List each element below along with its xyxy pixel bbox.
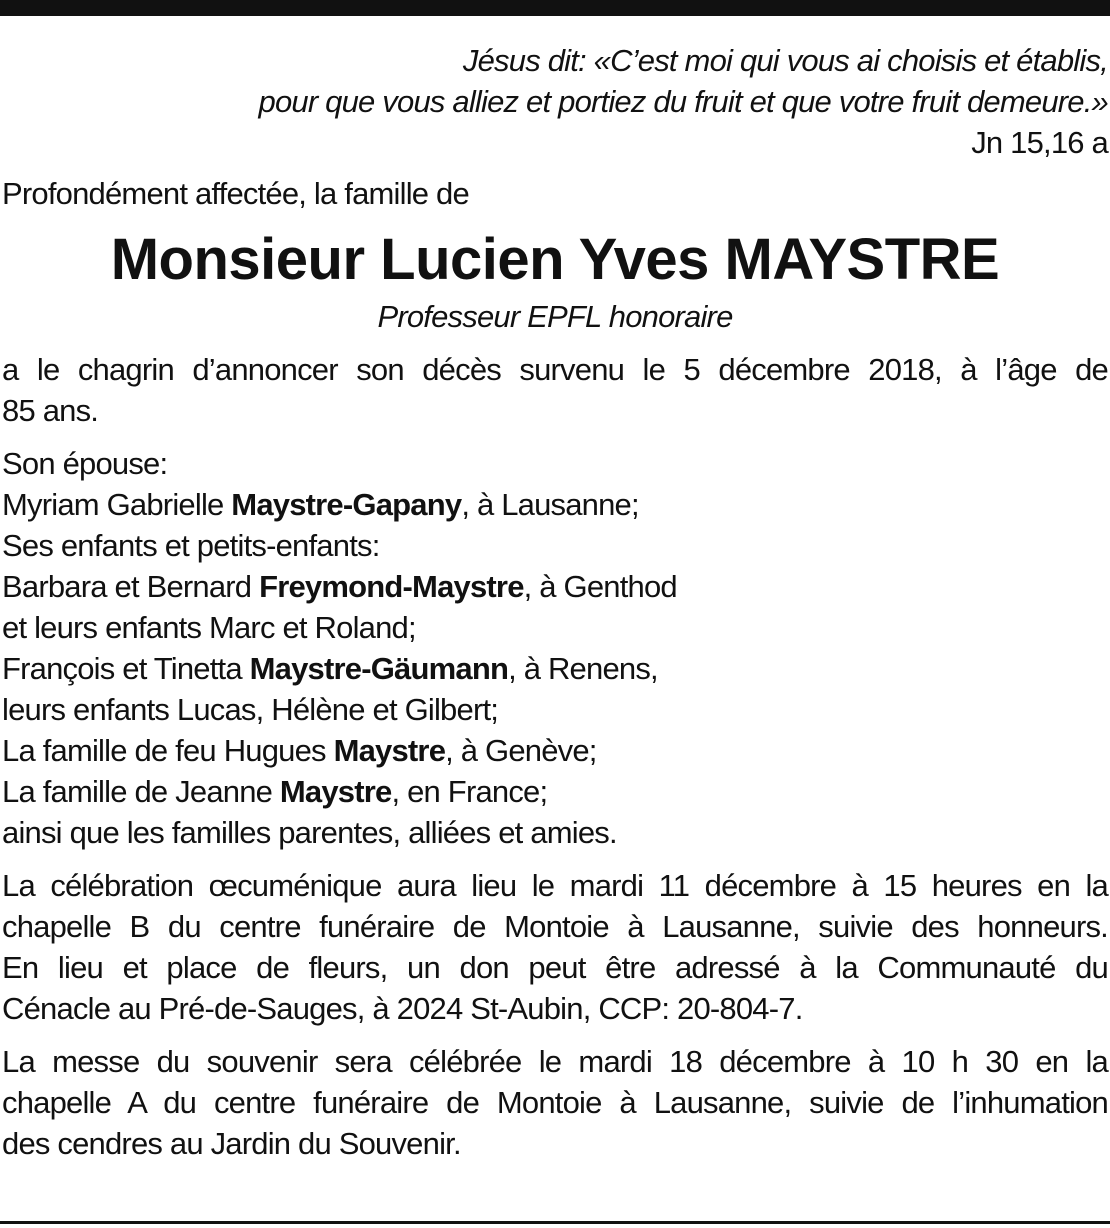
ceremony-line-4: Cénacle au Pré-de-Sauges, à 2024 St-Aubin, CCP: 20-804-7. (2, 991, 803, 1026)
mass-line-1: La messe du souvenir sera célébrée le mardi 18 décembre à 10 h 30 en la (2, 1044, 1108, 1079)
ceremony-line-1: La célébration œcuménique aura lieu le mardi 11 décembre à 15 heures en la (2, 868, 1108, 903)
bottom-rule (0, 1221, 1110, 1224)
quote-line-1: Jésus dit: «C’est moi qui vous ai choisis et établis, (462, 43, 1108, 78)
quote-line-2: pour que vous alliez et portiez du fruit et que votre fruit demeure.» (258, 84, 1108, 119)
mass-details (2, 1041, 1108, 1164)
family-line: François et Tinetta Maystre-Gäumann, à Renens, (2, 651, 658, 686)
family-line: Son épouse: (2, 446, 168, 481)
top-rule (0, 0, 1110, 16)
mass-line-2: chapelle A du centre funéraire de Montoie à Lausanne, suivie de l’inhumation (2, 1085, 1108, 1120)
family-line: Ses enfants et petits-enfants: (2, 528, 380, 563)
family-line: La famille de Jeanne Maystre, en France; (2, 774, 548, 809)
ceremony-line-3: En lieu et place de fleurs, un don peut être adressé à la Communauté du (2, 950, 1108, 985)
announcement-line-1: a le chagrin d’annoncer son décès survenu le 5 décembre 2018, à l’âge de (2, 352, 1108, 387)
bible-quote (2, 40, 1108, 163)
ceremony-line-2: chapelle B du centre funéraire de Montoie à Lausanne, suivie des honneurs. (2, 909, 1108, 944)
family-line: et leurs enfants Marc et Roland; (2, 610, 416, 645)
quote-reference: Jn 15,16 a (971, 125, 1108, 160)
deceased-name: Monsieur Lucien Yves MAYSTRE (110, 227, 1000, 292)
family-line: leurs enfants Lucas, Hélène et Gilbert; (2, 692, 499, 727)
obituary-notice (2, 40, 1108, 1164)
family-line: Barbara et Bernard Freymond-Maystre, à Genthod (2, 569, 677, 604)
family-line: La famille de feu Hugues Maystre, à Genève; (2, 733, 597, 768)
ceremony-details (2, 865, 1108, 1029)
family-list (2, 443, 1108, 853)
announcement-line-2: 85 ans. (2, 393, 99, 428)
deceased-title: Professeur EPFL honoraire (377, 299, 733, 334)
family-line: Myriam Gabrielle Maystre-Gapany, à Lausanne; (2, 487, 639, 522)
intro-text: Profondément affectée, la famille de (2, 176, 469, 211)
mass-line-3: des cendres au Jardin du Souvenir. (2, 1126, 461, 1161)
family-line: ainsi que les familles parentes, alliées et amies. (2, 815, 617, 850)
announcement (2, 349, 1108, 431)
